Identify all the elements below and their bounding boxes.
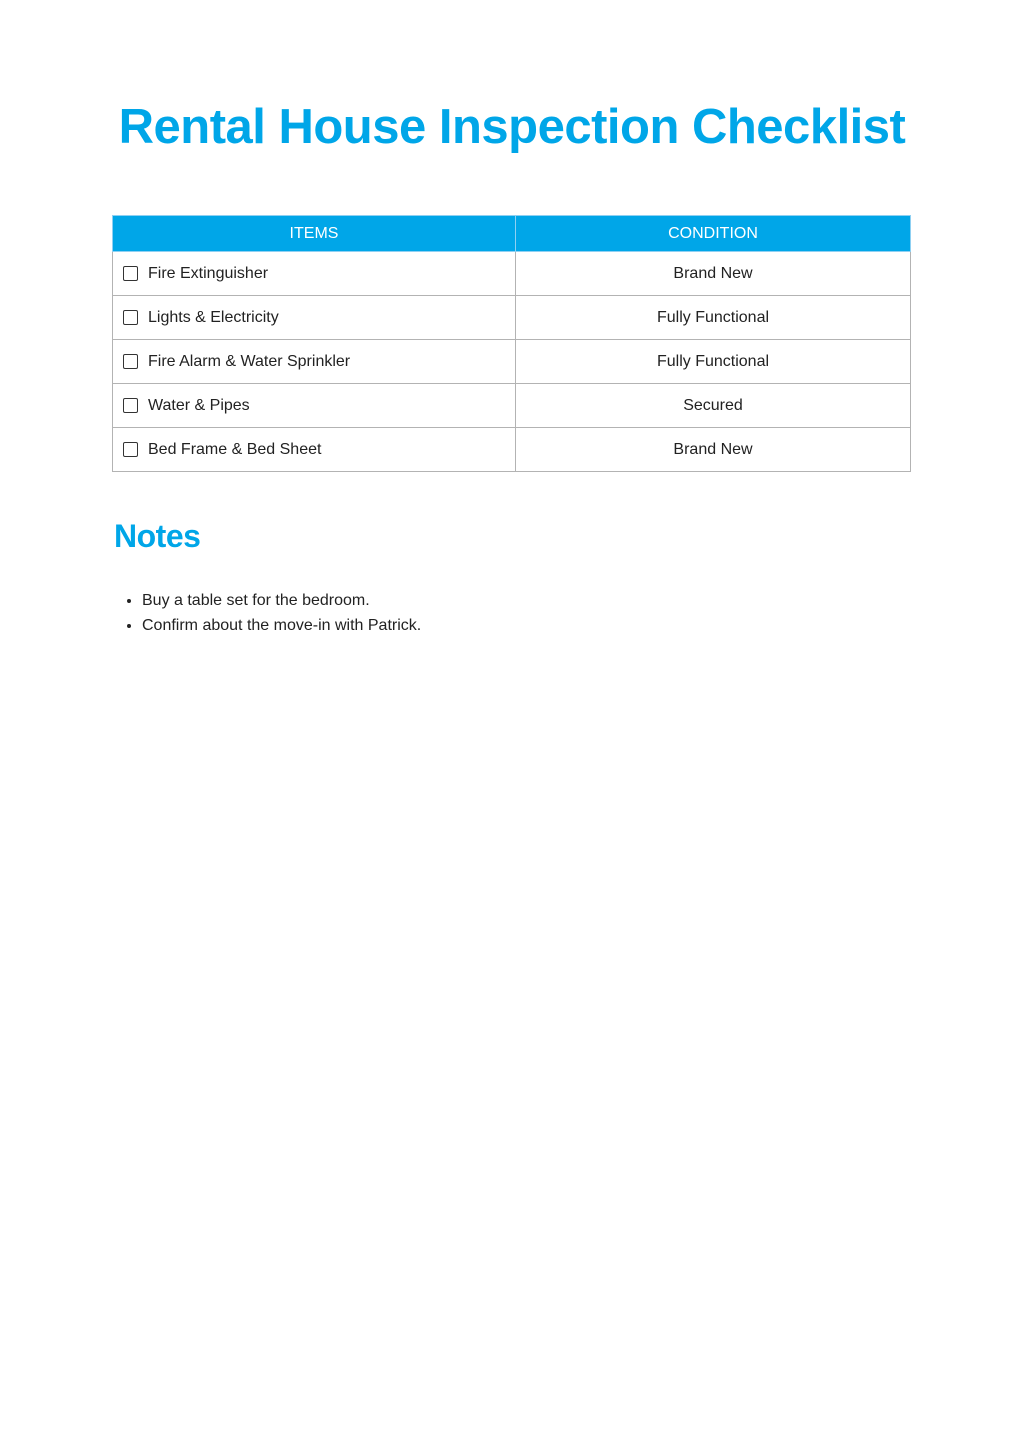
item-checkbox[interactable]	[123, 310, 138, 325]
item-wrap	[123, 265, 515, 283]
notes-list	[124, 588, 421, 638]
item-wrap	[123, 309, 515, 327]
notes-heading: Notes	[114, 518, 201, 554]
list-item: • Confirm about the move-in with Patrick.	[142, 613, 421, 638]
item-checkbox[interactable]	[123, 442, 138, 457]
column-header-items: ITEMS	[113, 216, 516, 252]
table-row	[113, 252, 911, 296]
condition-cell: Brand New	[516, 252, 911, 296]
condition-cell: Fully Functional	[516, 296, 911, 340]
item-label: Fire Extinguisher	[148, 264, 269, 282]
item-wrap	[123, 397, 515, 415]
table-header	[113, 216, 911, 252]
table-body	[113, 252, 911, 472]
document-title: Rental House Inspection Checklist	[118, 100, 906, 154]
table-row	[113, 428, 911, 472]
table-row	[113, 296, 911, 340]
condition-cell: Fully Functional	[516, 340, 911, 384]
item-label: Water & Pipes	[148, 396, 250, 414]
item-wrap	[123, 441, 515, 459]
item-checkbox[interactable]	[123, 354, 138, 369]
item-cell	[113, 428, 516, 472]
table-row	[113, 384, 911, 428]
item-checkbox[interactable]	[123, 266, 138, 281]
item-cell	[113, 296, 516, 340]
item-wrap	[123, 353, 515, 371]
condition-cell: Secured	[516, 384, 911, 428]
table-header-row	[113, 216, 911, 252]
condition-cell: Brand New	[516, 428, 911, 472]
item-checkbox[interactable]	[123, 398, 138, 413]
item-label: Fire Alarm & Water Sprinkler	[148, 352, 351, 370]
inspection-checklist-table	[112, 215, 911, 472]
column-header-condition: CONDITION	[516, 216, 911, 252]
item-cell	[113, 340, 516, 384]
list-item: • Buy a table set for the bedroom.	[142, 588, 421, 613]
item-cell	[113, 252, 516, 296]
item-label: Bed Frame & Bed Sheet	[148, 440, 322, 458]
item-cell	[113, 384, 516, 428]
item-label: Lights & Electricity	[148, 308, 279, 326]
table-row	[113, 340, 911, 384]
